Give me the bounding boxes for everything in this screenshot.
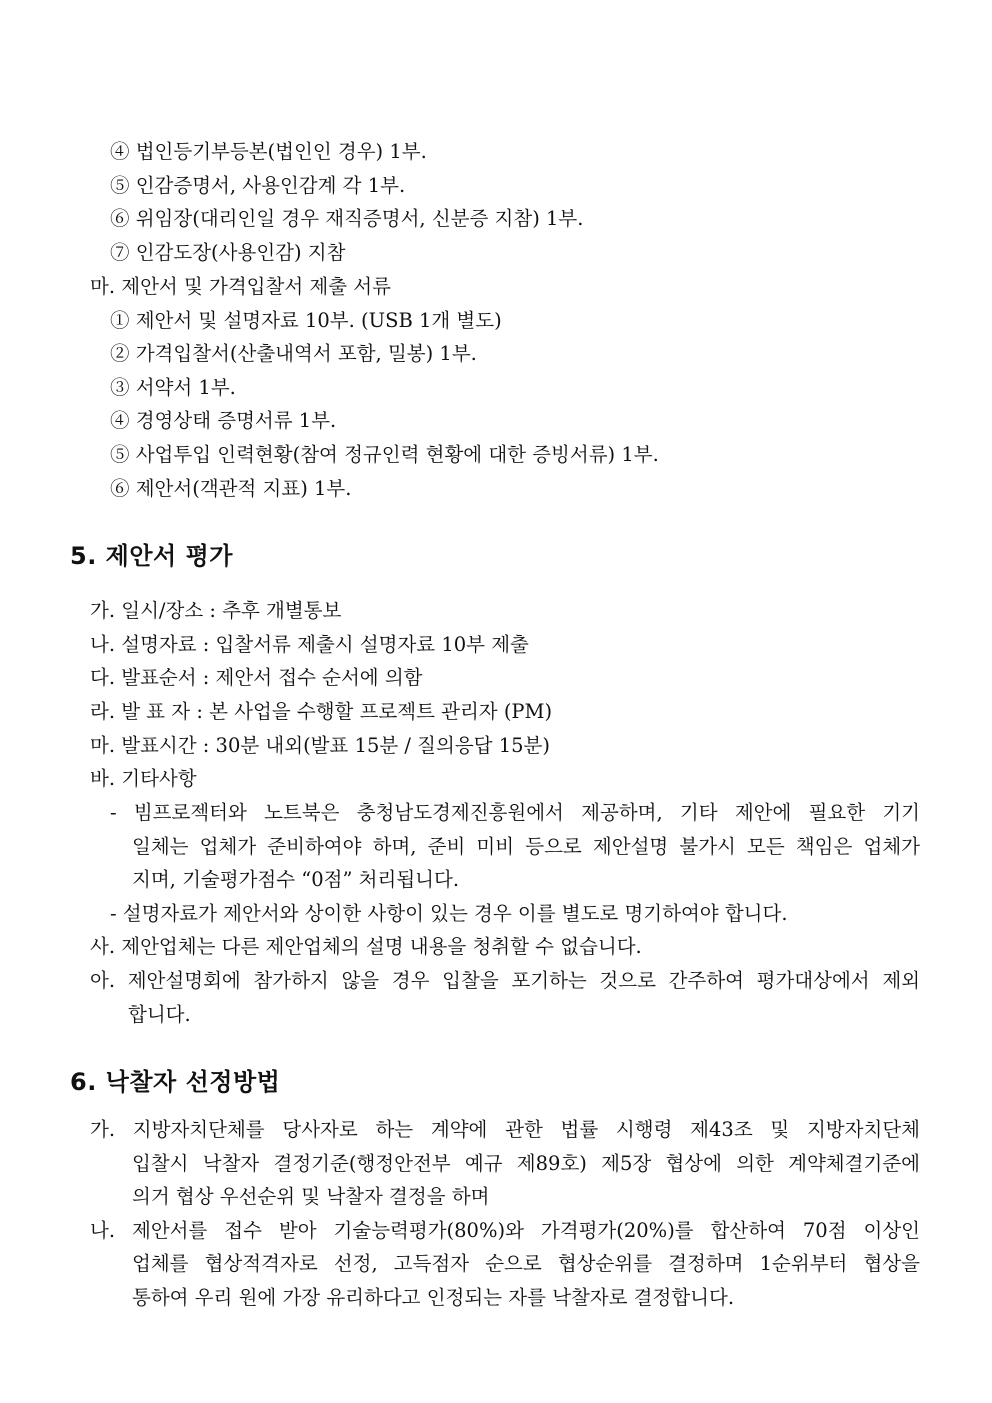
s5-etc-bullet-1-line-2: 일체는 업체가 준비하여야 하며, 준비 미비 등으로 제안설명 불가시 모든 책임은 업체가 (132, 835, 920, 858)
s5-item-na: 나. 설명자료 : 입찰서류 제출시 설명자료 10부 제출 (90, 633, 529, 656)
s5-item-a-line-2: 합니다. (128, 1003, 191, 1026)
s6-item-na-line-1: 나. 제안서를 접수 받아 기술능력평가(80%)와 가격평가(20%)를 합산하여 70점 이상인 (90, 1219, 920, 1242)
s6-item-na-line-3: 통하여 우리 원에 가장 유리하다고 인정되는 자를 낙찰자로 결정합니다. (132, 1286, 735, 1309)
s5-item-sa: 사. 제안업체는 다른 제안업체의 설명 내용을 청취할 수 없습니다. (90, 935, 642, 958)
s5-etc-bullet-2: - 설명자료가 제안서와 상이한 사항이 있는 경우 이를 별도로 명기하여야 합니다. (110, 902, 788, 925)
s5-item-ga: 가. 일시/장소 : 추후 개별통보 (90, 599, 342, 622)
s5-item-a-line-1: 아. 제안설명회에 참가하지 않을 경우 입찰을 포기하는 것으로 간주하여 평가대상에서 제외 (90, 969, 920, 992)
list-item-d4: ④ 법인등기부등본(법인인 경우) 1부. (110, 140, 427, 163)
list-item-e6: ⑥ 제안서(객관적 지표) 1부. (110, 477, 352, 500)
s5-etc-bullet-1-line-1: - 빔프로젝터와 노트북은 충청남도경제진흥원에서 제공하며, 기타 제안에 필요한 기기 (110, 801, 920, 824)
list-item-d7: ⑦ 인감도장(사용인감) 지참 (110, 241, 346, 264)
s5-item-da: 다. 발표순서 : 제안서 접수 순서에 의함 (90, 666, 423, 689)
list-item-e2: ② 가격입찰서(산출내역서 포함, 밀봉) 1부. (110, 342, 477, 365)
list-item-e1: ① 제안서 및 설명자료 10부. (USB 1개 별도) (110, 309, 502, 332)
s5-item-ra: 라. 발 표 자 : 본 사업을 수행할 프로젝트 관리자 (PM) (90, 700, 553, 723)
s6-item-ga-line-1: 가. 지방자치단체를 당사자로 하는 계약에 관한 법률 시행령 제43조 및 지방자치단체 (90, 1118, 920, 1141)
s5-item-ma: 마. 발표시간 : 30분 내외(발표 15분 / 질의응답 15분) (90, 734, 550, 757)
s5-item-ba: 바. 기타사항 (90, 767, 197, 790)
section-5-title: 5. 제안서 평가 (70, 542, 233, 570)
subheading-submission-documents: 마. 제안서 및 가격입찰서 제출 서류 (90, 275, 391, 298)
s6-item-ga-line-3: 의거 협상 우선순위 및 낙찰자 결정을 하며 (132, 1185, 490, 1208)
list-item-e3: ③ 서약서 1부. (110, 376, 236, 399)
s6-item-na-line-2: 업체를 협상적격자로 선정, 고득점자 순으로 협상순위를 결정하며 1순위부터 협상을 (132, 1252, 920, 1275)
s6-item-ga-line-2: 입찰시 낙찰자 결정기준(행정안전부 예규 제89호) 제5장 협상에 의한 계약체결기준에 (132, 1152, 920, 1175)
s5-etc-bullet-1-line-3: 지며, 기술평가점수 “0점” 처리됩니다. (132, 868, 460, 891)
list-item-e5: ⑤ 사업투입 인력현황(참여 정규인력 현황에 대한 증빙서류) 1부. (110, 443, 659, 466)
list-item-d5: ⑤ 인감증명서, 사용인감계 각 1부. (110, 174, 406, 197)
list-item-e4: ④ 경영상태 증명서류 1부. (110, 409, 337, 432)
list-item-d6: ⑥ 위임장(대리인일 경우 재직증명서, 신분증 지참) 1부. (110, 207, 584, 230)
section-6-title: 6. 낙찰자 선정방법 (70, 1068, 281, 1096)
